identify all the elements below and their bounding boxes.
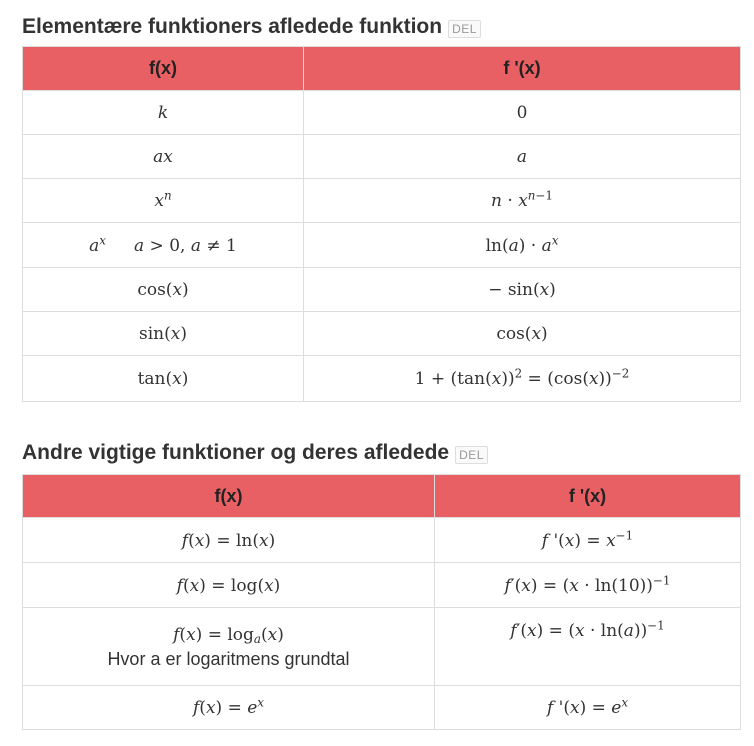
table-row: [23, 518, 741, 563]
cell-fx: sin(x): [23, 312, 304, 356]
base-note: Hvor a er logaritmens grundtal: [107, 648, 350, 669]
column-header-fprime: f '(x): [304, 47, 741, 91]
table-row: [23, 686, 741, 730]
cell-fx: f(x) = log(x): [23, 563, 435, 608]
table-row: [23, 268, 741, 312]
table-row: [23, 312, 741, 356]
column-header-fprime: f '(x): [435, 475, 741, 518]
table-row: [23, 223, 741, 268]
table-header-row: [23, 47, 741, 91]
cell-fx: f(x) = ln(x): [23, 518, 435, 563]
column-header-fx: f(x): [23, 47, 304, 91]
cell-fprime: $f'(x) = (x \cdot \ln(a))^{-1}$: [435, 608, 741, 686]
cell-fx: $x^n$: [23, 179, 304, 223]
share-button[interactable]: DEL: [455, 446, 488, 464]
cell-fprime: f '$(x) = e^x$: [435, 686, 741, 730]
table-header-row: [23, 475, 741, 518]
section-heading: [22, 12, 740, 42]
section-heading: [22, 438, 740, 468]
cell-fx: tan(x): [23, 356, 304, 402]
table-row: [23, 179, 741, 223]
section-title: Andre vigtige funktioner og deres afledede: [22, 441, 450, 464]
cell-fprime: $1 + (\tan(x))^2 = (\cos(x))^{-2}$: [304, 356, 741, 402]
cell-fprime: $f'(x) = (x \cdot \ln(10))^{-1}$: [435, 563, 741, 608]
cell-fprime: $n \cdot x^{n-1}$: [304, 179, 741, 223]
cell-fx: $f(x) = \log_a(x)$ Hvor a er logaritmens grundtal: [23, 608, 435, 686]
cell-fprime: cos(x): [304, 312, 741, 356]
cell-fx: k: [23, 91, 304, 135]
cell-fprime: 0: [304, 91, 741, 135]
table-row: [23, 91, 741, 135]
cell-fprime: f '$(x) = x^{-1}$: [435, 518, 741, 563]
derivatives-table: [22, 46, 741, 402]
cell-fprime: $\ln(a) \cdot a^x$: [304, 223, 741, 268]
cell-fprime: a: [304, 135, 741, 179]
section-other: [22, 438, 740, 730]
table-row: [23, 563, 741, 608]
share-button[interactable]: DEL: [448, 20, 481, 38]
cell-fx: $f(x) = e^x$: [23, 686, 435, 730]
cell-fx: $a^x$ a > 0, a ≠ 1: [23, 223, 304, 268]
table-row: [23, 135, 741, 179]
cell-fx: cos(x): [23, 268, 304, 312]
section-title: Elementære funktioners afledede funktion: [22, 15, 443, 38]
section-elementary: [22, 12, 740, 402]
cell-fprime: − sin(x): [304, 268, 741, 312]
column-header-fx: f(x): [23, 475, 435, 518]
cell-fx: ax: [23, 135, 304, 179]
table-row: [23, 356, 741, 402]
derivatives-table: [22, 474, 741, 730]
table-row: [23, 608, 741, 686]
